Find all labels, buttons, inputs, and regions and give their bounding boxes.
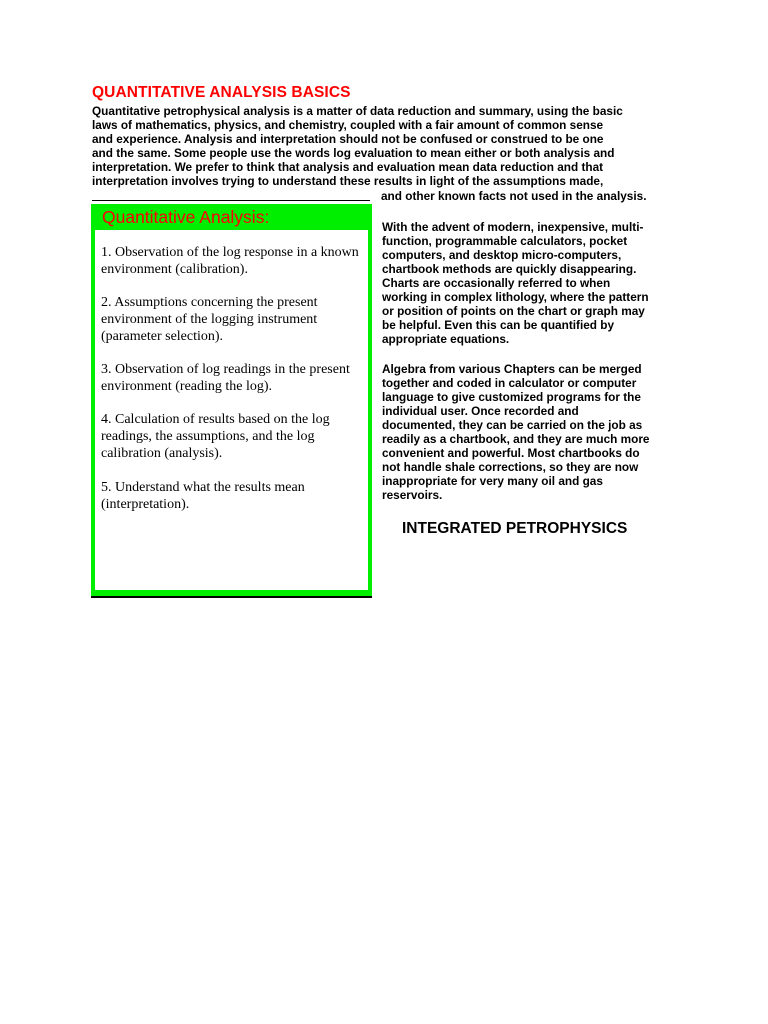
- text-line: documented, they can be carried on the job as: [382, 418, 643, 432]
- step-item: 3. Observation of log readings in the present environment (reading the log).: [101, 362, 350, 394]
- text-line: computers, and desktop micro-computers,: [382, 248, 622, 262]
- divider: [92, 200, 370, 201]
- section-subheading: INTEGRATED PETROPHYSICS: [402, 520, 628, 537]
- text-line: With the advent of modern, inexpensive, multi-: [382, 220, 644, 234]
- quantitative-analysis-figure: [91, 204, 372, 598]
- text-line: reservoirs.: [382, 488, 443, 502]
- text-line: individual user. Once recorded and: [382, 404, 579, 418]
- intro-last-line: and other known facts not used in the analysis.: [381, 189, 647, 203]
- text-line: chartbook methods are quickly disappearing.: [382, 262, 637, 276]
- intro-paragraph: [92, 104, 692, 189]
- step-item: 2. Assumptions concerning the present environment of the logging instrument (parameter selection).: [101, 295, 318, 344]
- step-item: 4. Calculation of results based on the log readings, the assumptions, and the log calibration (analysis).: [101, 412, 330, 461]
- text-line: function, programmable calculators, pocket: [382, 234, 628, 248]
- text-line: inappropriate for very many oil and gas: [382, 474, 603, 488]
- text-line: be helpful. Even this can be quantified by: [382, 318, 615, 332]
- page-title: QUANTITATIVE ANALYSIS BASICS: [92, 84, 351, 101]
- intro-line: and the same. Some people use the words log evaluation to mean either or both analysis and: [92, 146, 615, 161]
- paragraph-calculators: [382, 220, 678, 346]
- intro-line: laws of mathematics, physics, and chemistry, coupled with a fair amount of common sense: [92, 118, 604, 133]
- text-line: Charts are occasionally referred to when: [382, 276, 611, 290]
- text-line: appropriate equations.: [382, 332, 510, 346]
- text-line: language to give customized programs for the: [382, 390, 641, 404]
- text-line: or position of points on the chart or graph may: [382, 304, 645, 318]
- step-item: 1. Observation of the log response in a known environment (calibration).: [101, 245, 359, 277]
- text-line: not handle shale corrections, so they are now: [382, 460, 639, 474]
- intro-line: and experience. Analysis and interpretation should not be confused or construed to be one: [92, 132, 604, 147]
- figure-title: Quantitative Analysis:: [102, 207, 270, 227]
- text-line: together and coded in calculator or computer: [382, 376, 637, 390]
- text-line: convenient and powerful. Most chartbooks do: [382, 446, 640, 460]
- figure-content: [95, 230, 368, 590]
- text-line: readily as a chartbook, and they are much more: [382, 432, 650, 446]
- intro-line: Quantitative petrophysical analysis is a matter of data reduction and summary, using the basic: [92, 104, 623, 118]
- text-line: Algebra from various Chapters can be merged: [382, 362, 642, 376]
- step-item: 5. Understand what the results mean (interpretation).: [101, 480, 305, 512]
- text-line: working in complex lithology, where the pattern: [382, 290, 649, 304]
- paragraph-algebra: [382, 362, 678, 502]
- intro-line: interpretation involves trying to understand these results in light of the assumptions made,: [92, 174, 604, 189]
- intro-line: interpretation. We prefer to think that analysis and evaluation mean data reduction and that: [92, 160, 604, 175]
